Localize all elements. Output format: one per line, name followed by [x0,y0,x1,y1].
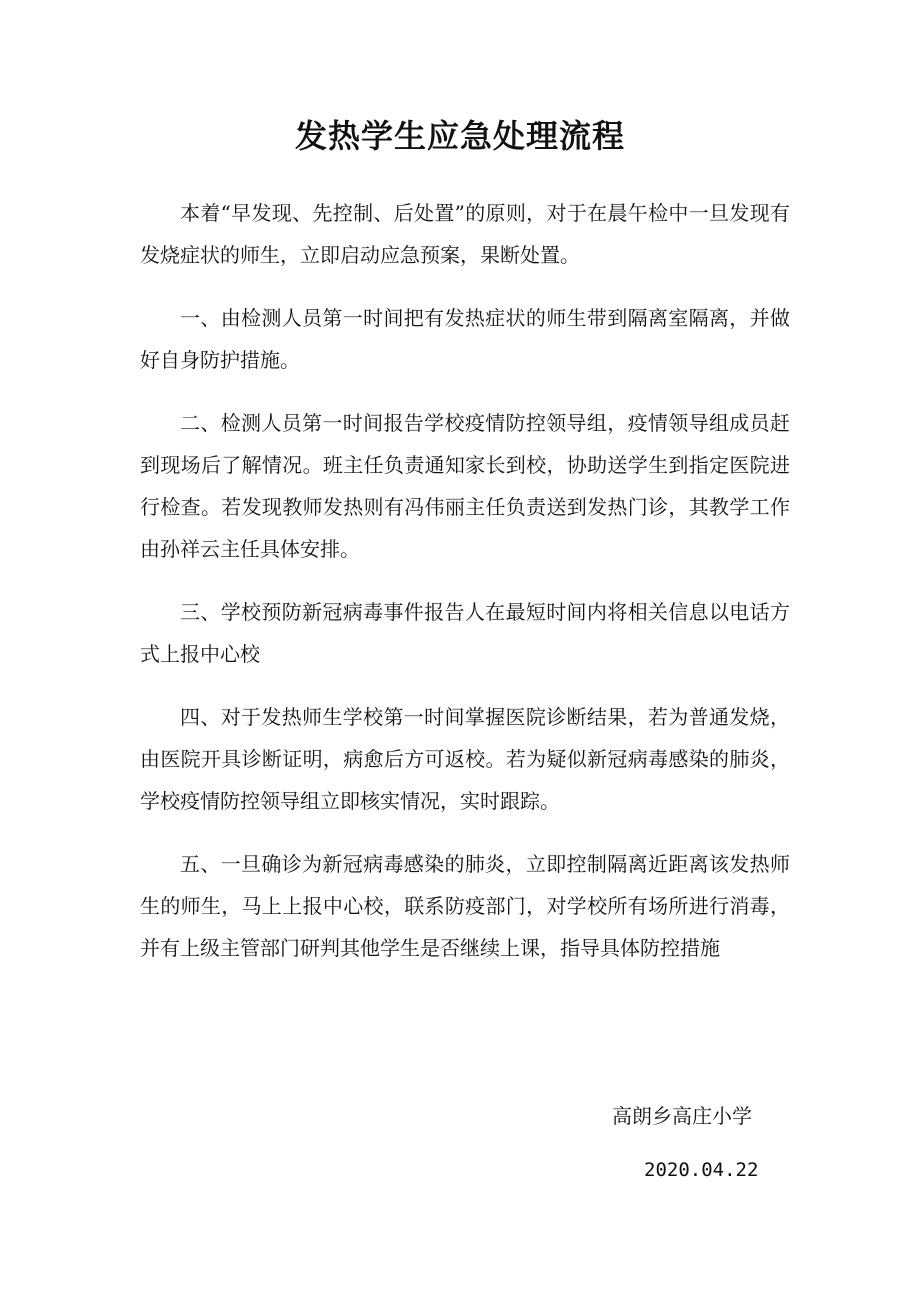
document-body [140,192,790,990]
paragraph-intro: 本着“早发现、先控制、后处置”的原则，对于在晨午检中一旦发现有发烧症状的师生，立即启动应急预案，果断处置。 [140,201,790,267]
paragraph-step-2: 二、检测人员第一时间报告学校疫情防控领导组，疫情领导组成员赶到现场后了解情况。班主任负责通知家长到校，协助送学生到指定医院进行检查。若发现教师发热则有冯伟丽主任负责送到发热门诊，其教学工作由孙祥云主任具体安排。 [140,411,790,561]
signature-school: 高朗乡高庄小学 [612,1104,752,1128]
paragraph-step-5: 五、一旦确诊为新冠病毒感染的肺炎，立即控制隔离近距离该发热师生的师生，马上上报中心校，联系防疫部门，对学校所有场所进行消毒，并有上级主管部门研判其他学生是否继续上课，指导具体防控措施 [140,852,790,960]
paragraph-step-4: 四、对于发热师生学校第一时间掌握医院诊断结果，若为普通发烧，由医院开具诊断证明，病愈后方可返校。若为疑似新冠病毒感染的肺炎，学校疫情防控领导组立即核实情况，实时跟踪。 [140,705,790,813]
paragraph-step-3: 三、学校预防新冠病毒事件报告人在最短时间内将相关信息以电话方式上报中心校 [140,600,790,666]
document-title: 发热学生应急处理流程 [294,117,625,155]
paragraph-step-1: 一、由检测人员第一时间把有发热症状的师生带到隔离室隔离，并做好自身防护措施。 [140,306,790,372]
signature-date: 2020.04.22 [644,1159,759,1181]
